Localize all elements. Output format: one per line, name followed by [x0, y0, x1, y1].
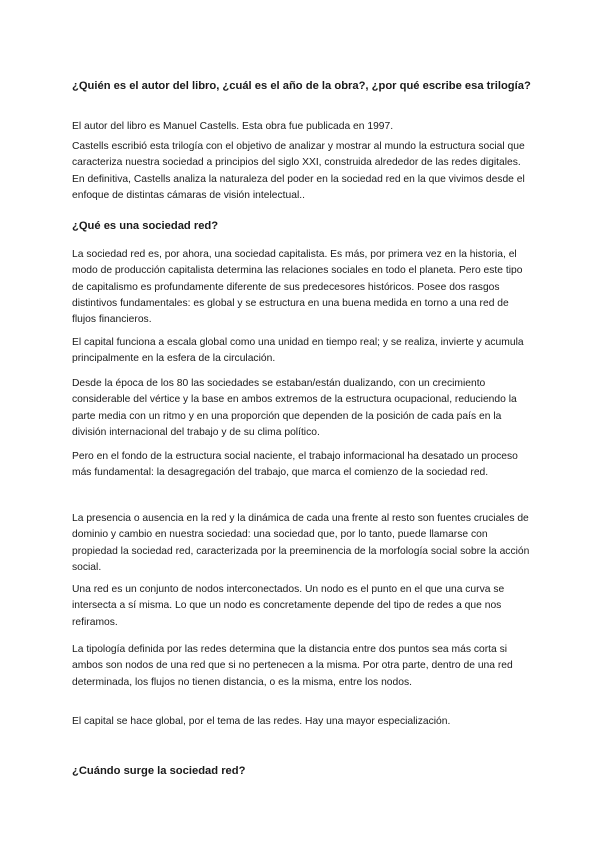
heading-network-society: ¿Qué es una sociedad red?	[72, 220, 219, 232]
paragraph-capitalist-society: La sociedad red es, por ahora, una sociedad capitalista. Es más, por primera vez en la historia, el modo de producción capitalista determina las relaciones sociales en todo el planeta. Pero este tipo de capitalismo es profundamente diferente de sus predecesores históricos. Posee dos rasgos distintivos fundamentales: es global y se estructura en una buena medida en torno a una red de flujos financieros.	[72, 249, 523, 326]
paragraph-trilogy-purpose: Castells escribió esta trilogía con el objetivo de analizar y mostrar al mundo la estructura social que caracteriza nuestra sociedad a principios del siglo XXI, construida alrededor de las redes digitales. En definitiva, Castells analiza la naturaleza del poder en la sociedad red en la que vivimos desde el enfoque de distintas cámaras de visión intelectual..	[72, 141, 525, 201]
paragraph-author: El autor del libro es Manuel Castells. Esta obra fue publicada en 1997.	[72, 121, 394, 132]
paragraph-network-typology: La tipología definida por las redes determina que la distancia entre dos puntos sea más corta si ambos son nodos de una red que si no pertenecen a la misma. Por otra parte, dentro de una red determinada, los flujos no tienen distancia, o es la misma, entre los nodos.	[72, 644, 513, 688]
paragraph-informational-work: Pero en el fondo de la estructura social naciente, el trabajo informacional ha desatado un proceso más fundamental: la desagregación del trabajo, que marca el comienzo de la sociedad red.	[72, 451, 518, 479]
paragraph-dualization: Desde la época de los 80 las sociedades se estaban/están dualizando, con un crecimiento considerable del vértice y la base en ambos extremos de la estructura ocupacional, reduciendo la parte media con un ritmo y en una proporción que dependen de la posición de cada país en la división internacional del trabajo y de su clima político.	[72, 378, 517, 438]
paragraph-network-presence: La presencia o ausencia en la red y la dinámica de cada una frente al resto son fuentes cruciales de dominio y cambio en nuestra sociedad: una sociedad que, por lo tanto, puede llamarse con propiedad la sociedad red, caracterizada por la preeminencia de la morfología social sobre la acción social.	[72, 513, 530, 573]
heading-when-network-society: ¿Cuándo surge la sociedad red?	[72, 765, 246, 777]
paragraph-global-capital: El capital funciona a escala global como una unidad en tiempo real; y se realiza, invierte y acumula principalmente en la esfera de la circulación.	[72, 337, 524, 365]
paragraph-network-definition: Una red es un conjunto de nodos interconectados. Un nodo es el punto en el que una curva se intersecta a sí misma. Lo que un nodo es concretamente depende del tipo de redes a que nos refiramos.	[72, 584, 505, 628]
paragraph-global-capital-networks: El capital se hace global, por el tema de las redes. Hay una mayor especialización.	[72, 716, 451, 727]
heading-author-question: ¿Quién es el autor del libro, ¿cuál es el año de la obra?, ¿por qué escribe esa trilogía?	[72, 80, 531, 92]
